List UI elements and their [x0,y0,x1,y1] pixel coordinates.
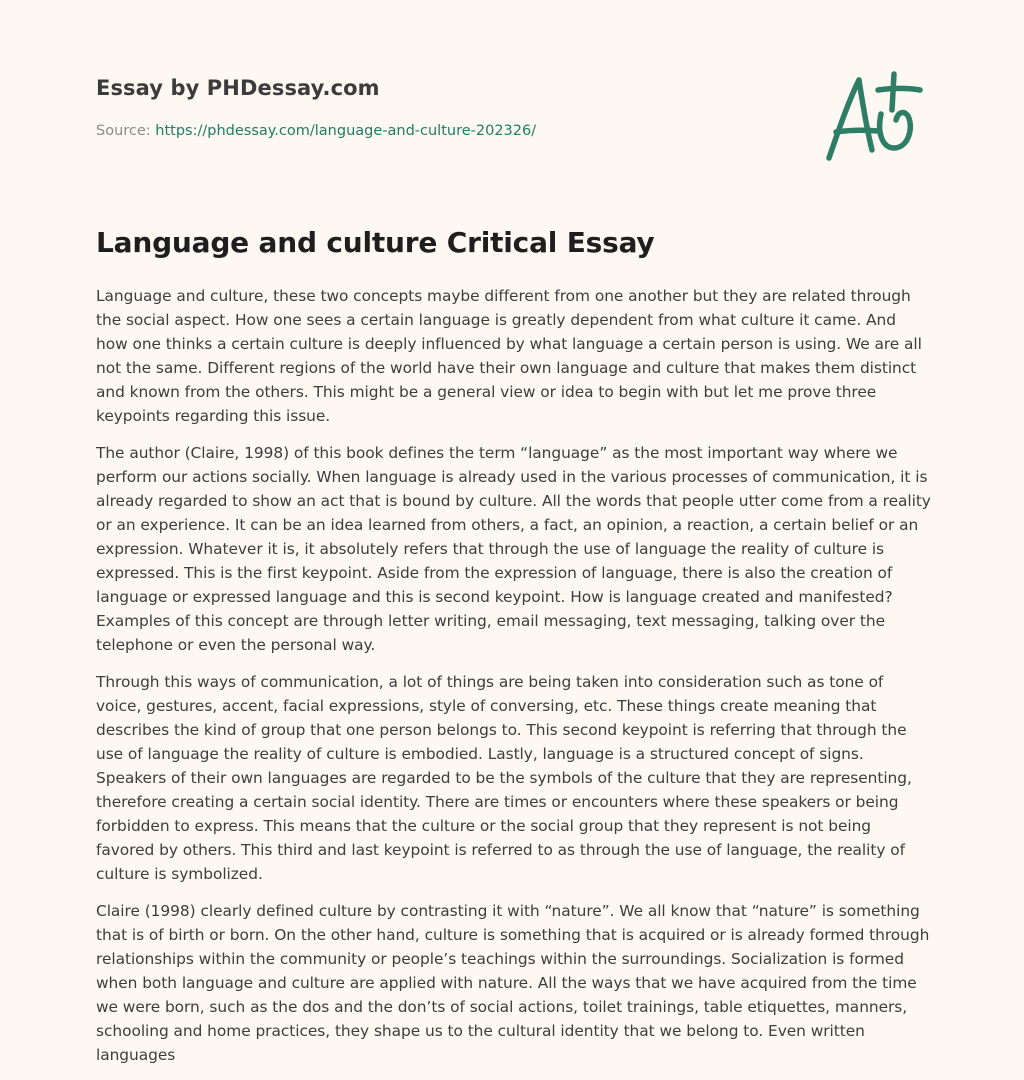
article-title: Language and culture Critical Essay [96,226,655,259]
paragraph: Language and culture, these two concepts maybe different from one another but they are related through the social aspect. How one sees a certain language is greatly dependent from what culture it came. And how one thinks a certain culture is deeply influenced by what language a certain person is using. We are all not the same. Different regions of the world have their own language and culture that makes them distinct and known from the others. This might be a general view or idea to begin with but let me prove three keypoints regarding this issue. [96,287,922,425]
article-body [96,284,932,1080]
source-line [96,123,536,139]
paragraph: The author (Claire, 1998) of this book defines the term “language” as the most important way where we perform our actions socially. When language is already used in the various processes of communication, it is already regarded to show an act that is bound by culture. All the words that people utter come from a reality or an experience. It can be an idea learned from others, a fact, an opinion, a reaction, a certain belief or an expression. Whatever it is, it absolutely refers that through the use of language the reality of culture is expressed. This is the first keypoint. Aside from the expression of language, there is also the creation of language or expressed language and this is second keypoint. How is language created and manifested? Examples of this concept are through letter writing, email messaging, text messaging, talking over the telephone or even the personal way. [96,444,931,654]
a-plus-grade-icon [822,68,926,164]
source-link[interactable]: https://phdessay.com/language-and-culture-202326/ [155,123,537,139]
source-label: Source: [96,123,156,139]
site-brand: Essay by PHDessay.com [96,76,380,100]
paragraph: Through this ways of communication, a lot of things are being taken into consideration such as tone of voice, gestures, accent, facial expressions, style of conversing, etc. These things create meaning that describes the kind of group that one person belongs to. This second keypoint is referring that through the use of language the reality of culture is embodied. Lastly, language is a structured concept of signs. Speakers of their own languages are regarded to be the symbols of the culture that they are representing, therefore creating a certain social identity. There are times or encounters where these speakers or being forbidden to express. This means that the culture or the social group that they represent is not being favored by others. This third and last keypoint is referred to as through the use of language, the reality of culture is symbolized. [96,673,912,883]
paragraph: Claire (1998) clearly defined culture by contrasting it with “nature”. We all know that “nature” is something that is of birth or born. On the other hand, culture is something that is acquired or is already formed through relationships within the community or people’s teachings within the surroundings. Socialization is formed when both language and culture are applied with nature. All the ways that we have acquired from the time we were born, such as the dos and the don’ts of social actions, toilet trainings, table etiquettes, manners, schooling and home practices, they shape us to the cultural identity that we belong to. Even written languages [96,902,930,1064]
